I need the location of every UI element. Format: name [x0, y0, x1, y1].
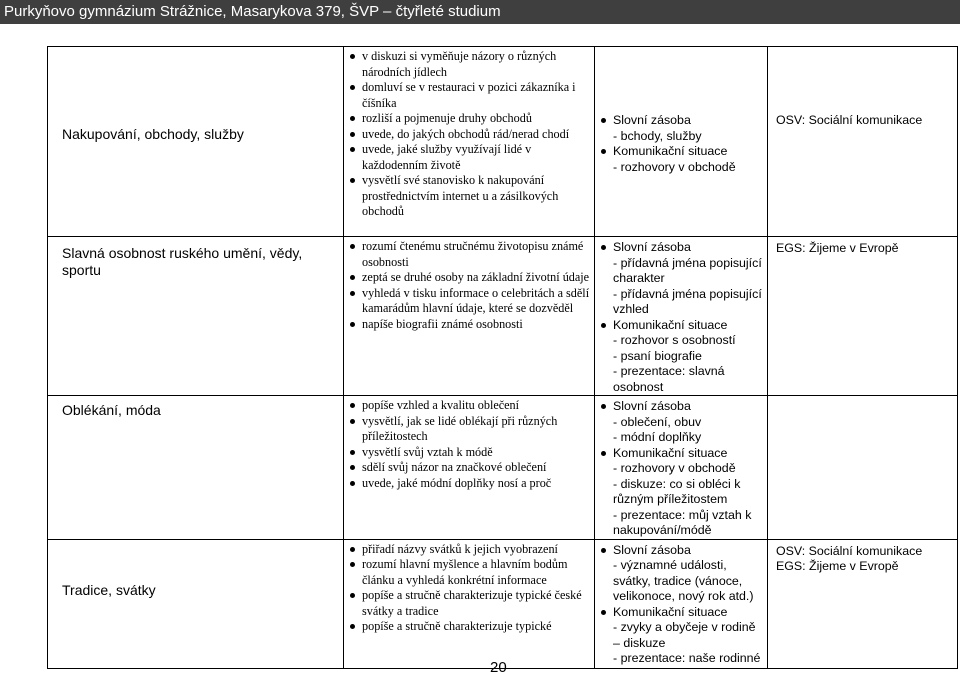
content-item: - rozhovor s osobností — [613, 333, 736, 347]
content-cell — [595, 539, 768, 668]
content-item: - psaní biografie — [613, 348, 702, 363]
output-item: popíše vzhled a kvalitu oblečení — [348, 398, 590, 414]
content-cell — [595, 396, 768, 540]
topic-title: Nakupování, obchody, služby — [62, 126, 244, 142]
content-item: - zvyky a obyčeje v rodině – diskuze — [613, 620, 756, 650]
output-item: uvede, do jakých obchodů rád/nerad chodí — [348, 127, 590, 143]
outputs-cell — [344, 237, 595, 396]
cross-curricular-cell — [768, 237, 958, 396]
topic-title: Tradice, svátky — [62, 581, 156, 598]
topic-cell — [48, 237, 344, 396]
output-item: přiřadí názvy svátků k jejich vyobrazení — [348, 542, 590, 558]
output-item: vysvětlí, jak se lidé oblékají při různých příležitostech — [348, 414, 590, 445]
output-item: vysvětlí svůj vztah k módě — [348, 445, 590, 461]
content-item: - módní doplňky — [613, 430, 702, 444]
topic-title: Slavná osobnost ruského umění, vědy, sportu — [62, 245, 303, 278]
output-item: napíše biografii známé osobnosti — [348, 317, 590, 333]
cross-curricular-topic: EGS: Žijeme v Evropě — [776, 241, 899, 255]
output-item: uvede, jaké módní doplňky nosí a proč — [348, 476, 590, 492]
output-item: zeptá se druhé osoby na základní životní údaje — [348, 270, 590, 286]
content-item: - bchody, služby — [613, 128, 702, 143]
outputs-cell — [344, 539, 595, 668]
table-row — [48, 396, 958, 540]
content-item: - prezentace: naše rodinné — [613, 651, 761, 665]
output-item: vysvětlí své stanovisko k nakupování prostřednictvím internet u a zásilkových obchodů — [348, 173, 590, 220]
content-item: - prezentace: slavná osobnost — [613, 364, 725, 394]
content-item: - oblečení, obuv — [613, 414, 702, 429]
content-heading: Komunikační situace — [599, 605, 763, 621]
output-item: rozumí čtenému stručnému životopisu známé osobnosti — [348, 239, 590, 270]
content-item: - významné události, svátky, tradice (vánoce, velikonoce, nový rok atd.) — [613, 558, 754, 603]
topic-title: Oblékání, móda — [62, 402, 161, 418]
topic-cell — [48, 539, 344, 668]
content-heading: Slovní zásoba — [599, 543, 763, 559]
output-item: rozliší a pojmenuje druhy obchodů — [348, 111, 590, 127]
page-number: 20 — [490, 659, 507, 676]
cross-curricular-cell — [768, 47, 958, 237]
output-item: popíše a stručně charakterizuje typické — [348, 619, 590, 635]
content-cell — [595, 47, 768, 237]
cross-curricular-topic: OSV: Sociální komunikace — [776, 113, 923, 127]
content-item: - rozhovory v obchodě — [613, 159, 736, 174]
topic-cell — [48, 47, 344, 237]
table-row — [48, 539, 958, 668]
outputs-cell — [344, 396, 595, 540]
output-item: vyhledá v tisku informace o celebritách a sdělí kamarádům hlavní údaje, které se dozvěděl — [348, 286, 590, 317]
content-heading: Slovní zásoba — [599, 240, 763, 256]
content-heading: Slovní zásoba — [599, 113, 763, 129]
output-item: sdělí svůj názor na značkové oblečení — [348, 460, 590, 476]
curriculum-table — [47, 46, 958, 669]
content-heading: Komunikační situace — [599, 318, 763, 334]
document-header: Purkyňovo gymnázium Strážnice, Masarykova 379, ŠVP – čtyřleté studium — [0, 0, 960, 24]
content-item: - přídavná jména popisující charakter — [613, 255, 762, 285]
content-cell — [595, 237, 768, 396]
output-item: popíše a stručně charakterizuje typické české svátky a tradice — [348, 588, 590, 619]
output-item: domluví se v restauraci v pozici zákazníka i číšníka — [348, 80, 590, 111]
cross-curricular-cell — [768, 396, 958, 540]
content-item: - rozhovory v obchodě — [613, 461, 736, 475]
topic-cell — [48, 396, 344, 540]
cross-curricular-topic: OSV: Sociální komunikace EGS: Žijeme v Evropě — [776, 543, 923, 573]
content-item: - prezentace: můj vztah k nakupování/módě — [613, 507, 752, 537]
cross-curricular-cell — [768, 539, 958, 668]
outputs-cell — [344, 47, 595, 237]
output-item: uvede, jaké služby využívají lidé v každodenním životě — [348, 142, 590, 173]
table-row — [48, 47, 958, 237]
content-item: - diskuze: co si obléci k různým příležitostem — [613, 476, 741, 506]
output-item: v diskuzi si vyměňuje názory o různých národních jídlech — [348, 49, 590, 80]
content-heading: Slovní zásoba — [599, 399, 763, 415]
content-heading: Komunikační situace — [599, 446, 763, 462]
output-item: rozumí hlavní myšlence a hlavním bodům článku a vyhledá konkrétní informace — [348, 557, 590, 588]
content-heading: Komunikační situace — [599, 144, 763, 160]
table-row — [48, 237, 958, 396]
content-item: - přídavná jména popisující vzhled — [613, 286, 762, 316]
